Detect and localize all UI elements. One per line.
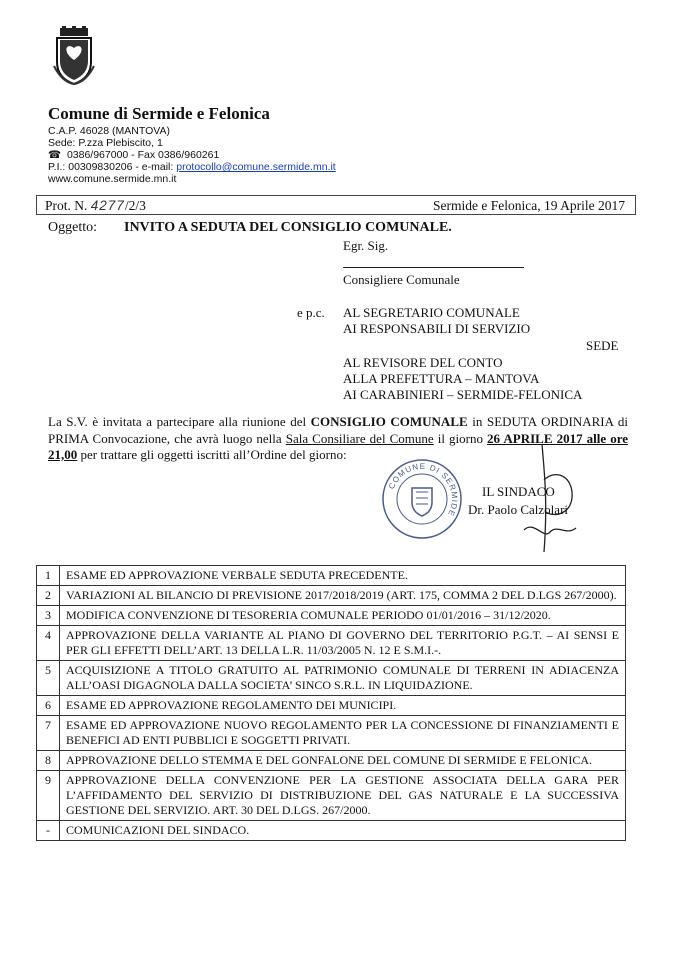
agenda-number: 8 (37, 751, 60, 771)
agenda-row (37, 566, 626, 586)
agenda-number: 4 (37, 626, 60, 661)
signatory-name: Dr. Paolo Calzolari (468, 502, 569, 517)
protocol-box (36, 195, 636, 215)
seal-text: COMUNE DI SERMIDE (386, 461, 460, 519)
piva-text: P.I.: 00309830206 - e-mail: (48, 161, 177, 173)
organization-name: Comune di Sermide e Felonica (48, 104, 270, 123)
body-date-time: 26 APRILE 2017 alle ore 21,00 (48, 430, 628, 462)
agenda-text: APPROVAZIONE DELLA CONVENZIONE PER LA GESTIONE ASSOCIATA DELLA GARA PER L’AFFIDAMENTO DEL SERVIZIO DI DISTRIBUZIONE DEL GAS NATURALE E LA SUCCESSIVA GESTIONE DEL SERVIZIO. ART. 30 DEL D.LGS. 267/2000. (60, 771, 626, 821)
agenda-text: VARIAZIONI AL BILANCIO DI PREVISIONE 2017/2018/2019 (ART. 175, COMMA 2 DEL D.LGS 267/2000). (60, 586, 626, 606)
cc-line-1: AL SEGRETARIO COMUNALE (343, 305, 520, 320)
signatory-title: IL SINDACO (482, 484, 555, 499)
body-text-3: il giorno (433, 430, 488, 446)
recipient-name-line (343, 267, 524, 268)
telephone-icon: ☎ (48, 149, 62, 161)
handwritten-number: 4277 (90, 198, 125, 213)
cc-line-2: AI RESPONSABILI DI SERVIZIO (343, 321, 531, 336)
agenda-text: APPROVAZIONE DELLA VARIANTE AL PIANO DI GOVERNO DEL TERRITORIO P.G.T. – AI SENSI E PER GLI EFFETTI DELL’ART. 13 DELLA L.R. 11/03/2005 N. 12 E S.M.I.-. (60, 626, 626, 661)
address-cap: C.A.P. 46028 (MANTOVA) (48, 125, 170, 137)
protocol-label: Prot. N. (45, 198, 88, 213)
agenda-row (37, 606, 626, 626)
protocol-suffix: /2/3 (124, 198, 146, 213)
email-link[interactable]: protocollo@comune.sermide.mn.it (176, 161, 336, 173)
agenda-row (37, 751, 626, 771)
agenda-number: 9 (37, 771, 60, 821)
website-text: www.comune.sermide.mn.it (48, 173, 177, 185)
municipal-seal-icon (381, 458, 463, 540)
address-piva (48, 161, 336, 173)
subject-text: INVITO A SEDUTA DEL CONSIGLIO COMUNALE. (124, 220, 452, 235)
coat-of-arms-icon (52, 26, 96, 86)
agenda-number: 2 (37, 586, 60, 606)
place-date: Sermide e Felonica, 19 Aprile 2017 (433, 198, 625, 213)
agenda-row (37, 771, 626, 821)
other-recipient-1: AL REVISORE DEL CONTO (343, 355, 503, 370)
cc-label: e p.c. (297, 305, 325, 320)
agenda-number: 5 (37, 661, 60, 696)
agenda-text: ACQUISIZIONE A TITOLO GRATUITO AL PATRIMONIO COMUNALE DI TERRENI IN ADIACENZA ALL’OASI DIGAGNOLA DALLA SOCIETA’ SINCO S.R.L. IN LIQUIDAZIONE. (60, 661, 626, 696)
agenda-table (36, 565, 626, 841)
body-venue: Sala Consiliare del Comune (285, 430, 434, 446)
agenda-number: - (37, 821, 60, 841)
subject-label: Oggetto: (48, 220, 97, 235)
body-text-2: in SEDUTA ORDINARIA di PRIMA Convocazione, che avrà luogo nella (48, 414, 628, 446)
agenda-number: 3 (37, 606, 60, 626)
agenda-row (37, 696, 626, 716)
body-bold-council: CONSIGLIO COMUNALE (310, 414, 468, 429)
agenda-text: ESAME ED APPROVAZIONE VERBALE SEDUTA PRECEDENTE. (60, 566, 626, 586)
sede-label: SEDE (586, 338, 619, 353)
agenda-text: MODIFICA CONVENZIONE DI TESORERIA COMUNALE PERIODO 01/01/2016 – 31/12/2020. (60, 606, 626, 626)
agenda-row (37, 626, 626, 661)
agenda-number: 7 (37, 716, 60, 751)
agenda-text: ESAME ED APPROVAZIONE NUOVO REGOLAMENTO PER LA CONCESSIONE DI FINANZIAMENTI E BENEFICI AD ENTI PUBBLICI E SOGGETTI PRIVATI. (60, 716, 626, 751)
agenda-row (37, 821, 626, 841)
agenda-text: ESAME ED APPROVAZIONE REGOLAMENTO DEI MUNICIPI. (60, 696, 626, 716)
recipient-role: Consigliere Comunale (343, 272, 460, 287)
body-text-4: per trattare gli oggetti iscritti all’Ordine del giorno: (77, 447, 347, 462)
body-text-1: La S.V. è invitata a partecipare alla riunione del (48, 414, 311, 429)
agenda-number: 6 (37, 696, 60, 716)
agenda-row (37, 661, 626, 696)
agenda-row (37, 586, 626, 606)
salutation: Egr. Sig. (343, 238, 389, 253)
other-recipient-3: AI CARABINIERI – SERMIDE-FELONICA (343, 387, 583, 402)
agenda-text: COMUNICAZIONI DEL SINDACO. (60, 821, 626, 841)
phone-fax-text: 0386/967000 - Fax 0386/960261 (66, 149, 220, 161)
address-sede: Sede: P.zza Plebiscito, 1 (48, 137, 163, 149)
address-phone (48, 149, 219, 161)
other-recipient-2: ALLA PREFETTURA – MANTOVA (343, 371, 540, 386)
agenda-number: 1 (37, 566, 60, 586)
agenda-text: APPROVAZIONE DELLO STEMMA E DEL GONFALONE DEL COMUNE DI SERMIDE E FELONICA. (60, 751, 626, 771)
agenda-row (37, 716, 626, 751)
protocol-number (45, 198, 146, 214)
